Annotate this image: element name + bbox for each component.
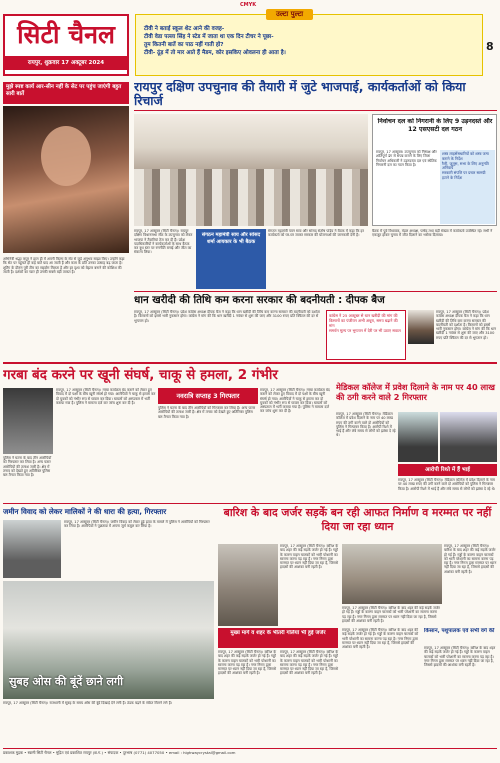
paddy-headline: धान खरीदी की तिथि कम करना सरकार की बदनीयती : दीपक बैज: [134, 294, 385, 306]
side-body: रायपुर, 17 अक्टूबर (सिटी चैनल)। बारिश के बाद शहर की कई सड़कें जर्जर हो गई हैं। गड्ढों के कारण वाहन चालकों को भारी परेशानी का सामना करना पड़ रहा है। नगर निगम द्वारा मरम्मत पर ध्यान नहीं दिया जा रहा है, जिससे हादसों की आशंका बनी रहती है।: [424, 646, 496, 668]
portrait-photo: [408, 310, 434, 344]
divider: [3, 748, 497, 749]
dew-caption: सुबह ओस की बूंदें छाने लगी: [9, 675, 123, 688]
garba-callout: नवरात्रि सप्ताह 3 गिरफ्तार: [158, 388, 258, 404]
dateline: रायपुर, शुक्रवार 17 अक्टूबर 2024: [5, 56, 127, 70]
accused-photo-2: [440, 412, 497, 462]
divider: [3, 503, 497, 504]
election-bullet: रैली, जुलूस, सभा के लिए अनुमति अनिवार्य: [442, 160, 489, 171]
divider: [134, 291, 497, 292]
election-headline: निर्वाचन दल को निगरानी के लिए 9 उड़नदस्ते और 12 एसएसटी दल गठन: [377, 118, 493, 133]
road-body-mid: रायपुर, 17 अक्टूबर (सिटी चैनल)। बारिश के बाद शहर की कई सड़कें जर्जर हो गई हैं। गड्ढों के कारण वाहन चालकों को भारी परेशानी का सामना करना पड़ रहा है। नगर निगम द्वारा मरम्मत पर ध्यान नहीं दिया जा रहा है, जिससे हादसों की आशंका बनी रहती है।: [342, 606, 440, 623]
road-callout-box: [218, 628, 338, 648]
crowd-band: [134, 169, 368, 226]
election-bullet: सरकारी संपत्ति पर प्रचार सामग्री हटाने के निर्देश: [442, 170, 486, 180]
garba-body3: रायपुर, 17 अक्टूबर (सिटी चैनल)। गरबा कार्यक्रम बंद कराने को लेकर हुए विवाद में दो पक्षों के बीच खूनी संघर्ष हो गया। आरोपियों ने चाकू से हमला कर दो युवकों को गंभीर रूप से घायल कर दिया। घायलों को अस्पताल में भर्ती कराया गया है। पुलिस ने मामला दर्ज कर जांच शुरू कर दी है।: [260, 388, 330, 414]
masthead-logo-box: [3, 14, 129, 76]
divider: [134, 110, 497, 111]
garba-headline: गरबा बंद करने पर खूनी संघर्ष, चाकू से हमला, 2 गंभीर: [3, 367, 278, 383]
teaser-box: [135, 10, 483, 76]
garba-body4: पुलिस ने घटना के बाद तीन आरोपियों को गिरफ्तार कर लिया है। अन्य फरार आरोपियों की तलाश जारी है। क्षेत्र में तनाव को देखते हुए अतिरिक्त पुलिस बल तैनात किया गया है।: [3, 456, 52, 478]
lead-body-right: बैठक में पूर्व विधायक, मंडल अध्यक्ष, पार्षद तथा बड़ी संख्या में कार्यकर्ता उपस्थित रहे। सभी ने एकजुट होकर चुनाव में जीत दिलाने का भरोसा दिलाया।: [372, 229, 493, 238]
road-body-col3: रायपुर, 17 अक्टूबर (सिटी चैनल)। बारिश के बाद शहर की कई सड़कें जर्जर हो गई हैं। गड्ढों के कारण वाहन चालकों को भारी परेशानी का सामना करना पड़ रहा है। नगर निगम द्वारा मरम्मत पर ध्यान नहीं दिया जा रहा है, जिससे हादसों की आशंका बनी रहती है।: [342, 628, 419, 650]
medical-body: रायपुर, 17 अक्टूबर (सिटी चैनल)। मेडिकल कॉलेज में प्रवेश दिलाने के नाम पर 40 लाख रुपए की ठगी करने वाले दो आरोपियों को पुलिस ने गिरफ्तार किया है। आरोपी रिश्ते में भाई हैं और लंबे समय से लोगों को झांसा दे रहे थे।: [336, 412, 396, 438]
paddy-bullet: समर्थन मूल्य पर भुगतान में देरी पर भी उठाए सवाल: [329, 328, 401, 333]
teaser-line: टीवी ने बताई स्कूल शेट आने की वजह-: [144, 26, 225, 32]
side-headline: किसान, पशुपालक एवं सभी वर्ग की: [424, 628, 495, 634]
dew-photo: [3, 581, 214, 699]
lead-body-left: रायपुर, 17 अक्टूबर (सिटी चैनल)। रायपुर दक्षिण विधानसभा सीट के उपचुनाव को लेकर भाजपा ने तैयारियां तेज कर दी हैं। प्रदेश पदाधिकारियों ने कार्यकर्ताओं के साथ बैठक कर बूथ स्तर पर रणनीति बनाई और जीत का संकल्प लिया।: [134, 229, 193, 255]
left-headline: मुझे स्पष्ट कार्य आर-सीन नहीं के सेट पर पहुंच जाएंगी बहुत सारी बातें: [3, 82, 129, 104]
road-body: रायपुर, 17 अक्टूबर (सिटी चैनल)। बारिश के बाद शहर की कई सड़कें जर्जर हो गई हैं। गड्ढों के कारण वाहन चालकों को भारी परेशानी का सामना करना पड़ रहा है। नगर निगम द्वारा मरम्मत पर ध्यान नहीं दिया जा रहा है, जिससे हादसों की आशंका बनी रहती है।: [280, 544, 339, 570]
page-number: 8: [486, 40, 494, 53]
lead-callout: संगठन महामंत्री साय और सांसद शर्मा आयकार के भी बैठक: [201, 232, 261, 245]
teaser-line: टीवी- ठूंड़ में तो मार आते हैं मैडम, कोर इसकिए ओवलना ही आता है।: [144, 50, 286, 56]
lead-callout-box: [196, 229, 266, 289]
arrest-photo: [3, 520, 61, 578]
section-tab: उल्टा पुल्टा: [266, 9, 313, 20]
garba-body: रायपुर, 17 अक्टूबर (सिटी चैनल)। गरबा कार्यक्रम बंद कराने को लेकर हुए विवाद में दो पक्षों के बीच खूनी संघर्ष हो गया। आरोपियों ने चाकू से हमला कर दो युवकों को गंभीर रूप से घायल कर दिया। घायलों को अस्पताल में भर्ती कराया गया है। पुलिस ने मामला दर्ज कर जांच शुरू कर दी है।: [56, 388, 156, 405]
paddy-body-right: रायपुर, 17 अक्टूबर (सिटी चैनल)। प्रदेश कांग्रेस अध्यक्ष दीपक बैज ने कहा कि धान खरीदी की तिथि कम करना सरकार की बदनीयती को दर्शाता है। किसानों को इससे भारी नुकसान होगा। कांग्रेस ने मांग की कि धान खरीदी 1 नवंबर से शुरू की जाए और 3100 रुपए प्रति क्विंटल की दर से भुगतान हो।: [436, 310, 497, 340]
garba-body2: पुलिस ने घटना के बाद तीन आरोपियों को गिरफ्तार कर लिया है। अन्य फरार आरोपियों की तलाश जारी है। क्षेत्र में तनाव को देखते हुए अतिरिक्त पुलिस बल तैनात किया गया है।: [158, 406, 256, 419]
road-callout: मुख्य मार्ग व शहर के भीतरी गलियां भी हुई जर्जर: [230, 630, 326, 636]
lead-body-mid: संगठन महामंत्री पवन साय और सांसद संतोष पांडेय ने बैठक में कहा कि हर कार्यकर्ता को घर-घर जाकर सरकार की योजनाओं की जानकारी देनी है।: [268, 229, 364, 238]
dew-body: रायपुर, 17 अक्टूबर (सिटी चैनल)। राजधानी में सुबह के समय ओस की बूंदें दिखाई देने लगी हैं। ठंडक बढ़ने के संकेत मिलने लगे हैं।: [3, 701, 172, 705]
medical-headline: मेडिकल कॉलेज में प्रवेश दिलाने के नाम पर 40 लाख की ठगी करने वाले 2 गिरफ्तार: [336, 382, 495, 402]
land-body: रायपुर, 17 अक्टूबर (सिटी चैनल)। जमीन विवाद को लेकर हुई हत्या के मामले में पुलिस ने आरोपियों को गिरफ्तार कर लिया है। आरोपियों ने पूछताछ में अपना जुर्म कबूल कर लिया है।: [64, 520, 210, 529]
actress-photo: [3, 106, 129, 253]
teaser-line: टीवी वेडा पल्ला सिंह ने स्टेड में जाता था एक दिन टीचर ने पूछा-: [144, 34, 274, 40]
lead-headline: रायपुर दक्षिण उपचुनाव की तैयारी में जुटे भाजपाई, कार्यकर्ताओं को किया रिचार्ज: [134, 80, 466, 108]
accused-photo-1: [398, 412, 438, 462]
imprint-footer: प्रकाशक मुद्रक • स्वामी सिटी चैनल • मुद्रित एवं प्रकाशित रायपुर (छ.ग.) • संपादक • दूरभाष (0771) 4077050 • email : highwaycrystal@gmail.com: [3, 750, 236, 755]
paddy-bullet: किसानों का पंजीयन अभी अधूरा, समय बढ़ाने की मांग: [329, 318, 398, 328]
divider: [3, 362, 497, 364]
face-shape: [41, 126, 91, 186]
road-body-col1: रायपुर, 17 अक्टूबर (सिटी चैनल)। बारिश के बाद शहर की कई सड़कें जर्जर हो गई हैं। गड्ढों के कारण वाहन चालकों को भारी परेशानी का सामना करना पड़ रहा है। नगर निगम द्वारा मरम्मत पर ध्यान नहीं दिया जा रहा है, जिससे हादसों की आशंका बनी रहती है।: [218, 650, 277, 676]
land-headline: जमीन विवाद को लेकर मालिकों ने की धारा की हत्या, गिरफ्तार: [3, 507, 167, 516]
teaser-line: तुम कितनी बातें का पाठ नहीं गाती हो?: [144, 42, 224, 48]
paddy-bullet: कांग्रेस ने 25 अक्टूबर से धान खरीदी की मांग की: [329, 313, 398, 318]
road-body-right: रायपुर, 17 अक्टूबर (सिटी चैनल)। बारिश के बाद शहर की कई सड़कें जर्जर हो गई हैं। गड्ढों के कारण वाहन चालकों को भारी परेशानी का सामना करना पड़ रहा है। नगर निगम द्वारा मरम्मत पर ध्यान नहीं दिया जा रहा है, जिससे हादसों की आशंका बनी रहती है।: [444, 544, 497, 574]
road-photo-1: [218, 544, 278, 626]
road-headline: बारिश के बाद जर्जर सड़कें बन रही आफत निर्माण व मरम्मत पर नहीं दिया जा रहा ध्यान: [223, 506, 492, 533]
medical-body2: रायपुर, 17 अक्टूबर (सिटी चैनल)। मेडिकल कॉलेज में प्रवेश दिलाने के नाम पर 40 लाख रुपए की ठगी करने वाले दो आरोपियों को पुलिस ने गिरफ्तार किया है। आरोपी रिश्ते में भाई हैं और लंबे समय से लोगों को झांसा दे रहे थे।: [398, 478, 496, 491]
cmyk-mark: CMYK: [240, 2, 257, 8]
election-box: [372, 114, 497, 226]
left-body: अभिनेत्री श्रद्धा कपूर ने हाल ही में अपनी फिल्म के सेट से जुड़े अनुभव साझा किए। उन्होंने कहा कि सेट पर पहुंचते ही कई बातें याद आ जाती हैं और काम के प्रति उनका उत्साह बढ़ जाता है। शूटिंग के दौरान पूरी टीम का सहयोग मिलता है और हर दृश्य को बेहतर बनाने की कोशिश की जाती है। दर्शकों का प्यार ही उनकी सबसे बड़ी ताकत है।: [3, 257, 125, 274]
election-body: रायपुर, 17 अक्टूबर। उपचुनाव को निष्पक्ष और शांतिपूर्ण ढंग से संपन्न कराने के लिए जिला निर्वाचन अधिकारी ने उड़नदस्ता दल एवं स्थैतिक निगरानी दल का गठन किया है।: [376, 150, 437, 167]
paddy-bullet-box: [326, 310, 406, 360]
accused-photo: [3, 388, 53, 454]
paddy-body: रायपुर, 17 अक्टूबर (सिटी चैनल)। प्रदेश कांग्रेस अध्यक्ष दीपक बैज ने कहा कि धान खरीदी की तिथि कम करना सरकार की बदनीयती को दर्शाता है। किसानों को इससे भारी नुकसान होगा। कांग्रेस ने मांग की कि धान खरीदी 1 नवंबर से शुरू की जाए और 3100 रुपए प्रति क्विंटल की दर से भुगतान हो।: [134, 310, 320, 323]
road-photo-2: [342, 544, 442, 604]
medical-callout: आरोपी रिश्ते में हैं भाई: [398, 464, 497, 476]
election-bullet: शस्त्र लाइसेंसधारियों को शस्त्र जमा कराने के निर्देश: [442, 151, 489, 161]
paper-title: सिटी चैनल: [17, 20, 115, 49]
meeting-photo: [134, 114, 368, 226]
road-body-col2: रायपुर, 17 अक्टूबर (सिटी चैनल)। बारिश के बाद शहर की कई सड़कें जर्जर हो गई हैं। गड्ढों के कारण वाहन चालकों को भारी परेशानी का सामना करना पड़ रहा है। नगर निगम द्वारा मरम्मत पर ध्यान नहीं दिया जा रहा है, जिससे हादसों की आशंका बनी रहती है।: [280, 650, 339, 676]
